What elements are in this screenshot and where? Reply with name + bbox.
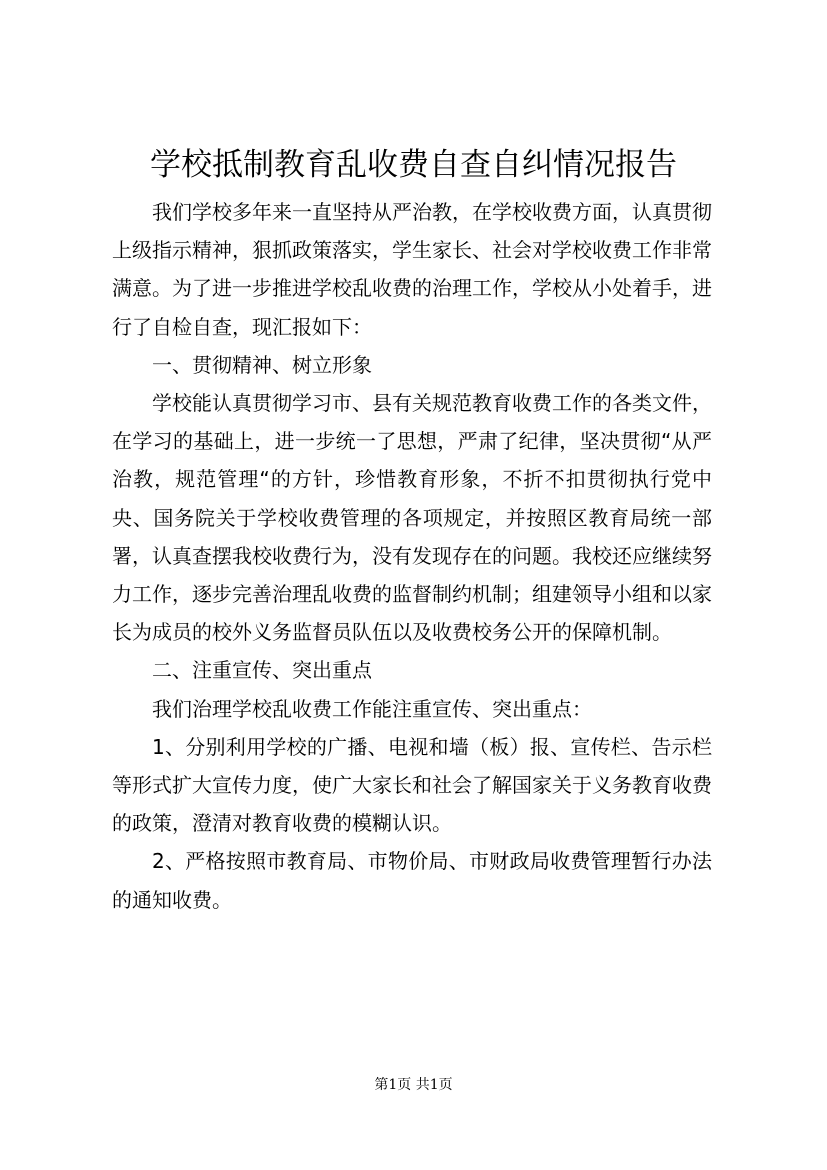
section-heading-1: 一、贯彻精神、树立形象 xyxy=(152,352,372,377)
section-2-intro-paragraph: 我们治理学校乱收费工作能注重宣传、突出重点： xyxy=(152,696,592,721)
section-2-item-2: 2、严格按照市教育局、市物价局、市财政局收费管理暂行办法的通知收费。 xyxy=(112,849,712,912)
document-body xyxy=(112,193,712,919)
section-heading-2: 二、注重宣传、突出重点 xyxy=(152,658,372,683)
intro-paragraph: 我们学校多年来一直坚持从严治教，在学校收费方面，认真贯彻上级指示精神，狠抓政策落实，学生家长、社会对学校收费工作非常满意。为了进一步推进学校乱收费的治理工作，学校从小处着手，进行了自检自查，现汇报如下： xyxy=(112,200,712,339)
section-2-item-1: 1、分别利用学校的广播、电视和墙（板）报、宣传栏、告示栏等形式扩大宣传力度，使广大家长和社会了解国家关于义务教育收费的政策，澄清对教育收费的模糊认识。 xyxy=(112,734,712,836)
document-title: 学校抵制教育乱收费自查自纠情况报告 xyxy=(150,147,677,183)
section-1-paragraph: 学校能认真贯彻学习市、县有关规范教育收费工作的各类文件，在学习的基础上，进一步统一了思想，严肃了纪律，坚决贯彻“从严治教，规范管理“的方针，珍惜教育形象，不折不扣贯彻执行党中央、国务院关于学校收费管理的各项规定，并按照区教育局统一部署，认真查摆我校收费行为，没有发现存在的问题。我校还应继续努力工作，逐步完善治理乱收费的监督制约机制；组建领导小组和以家长为成员的校外义务监督员队伍以及收费校务公开的保障机制。 xyxy=(112,391,712,645)
page-number-footer: 第1页 共1页 xyxy=(374,1077,453,1093)
